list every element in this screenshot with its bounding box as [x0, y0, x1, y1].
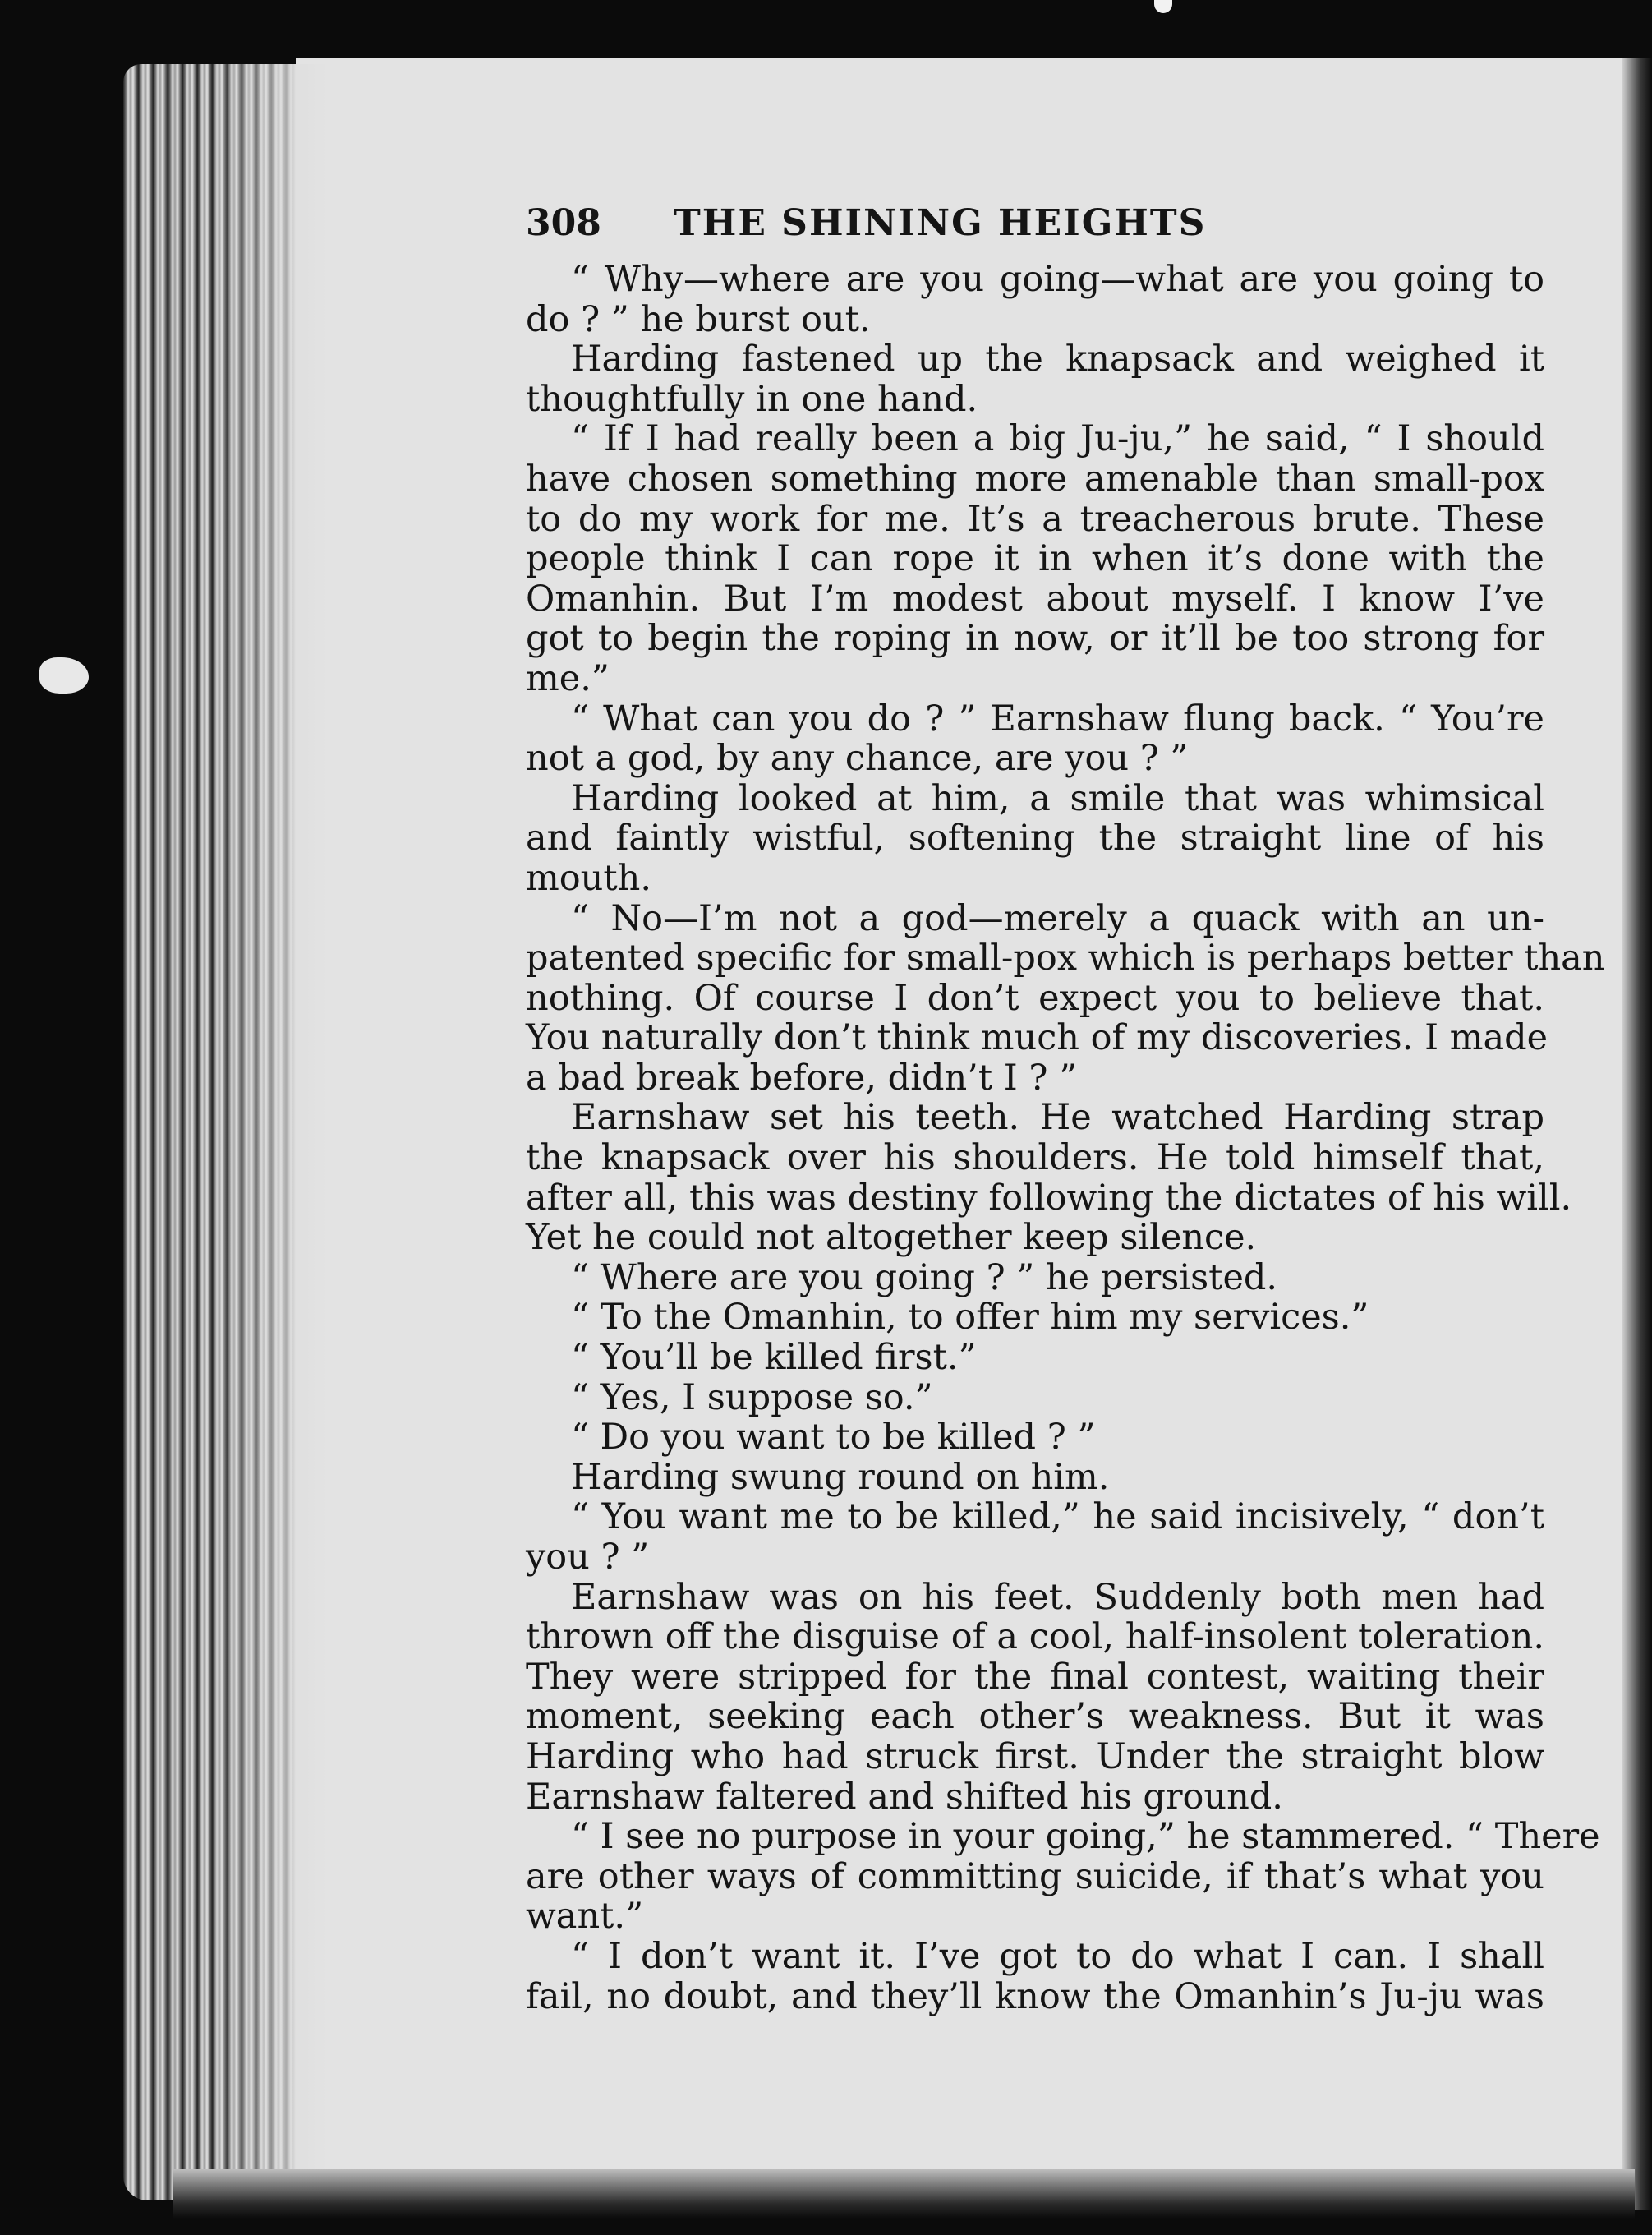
text-line: Harding looked at him, a smile that was whimsical — [571, 777, 1544, 819]
scan-artifact — [39, 657, 89, 694]
text-line: “ No—I’m not a god—merely a quack with an un- — [571, 897, 1544, 939]
text-line: are other ways of committing suicide, if that’s what you — [526, 1855, 1544, 1897]
text-line: Omanhin. But I’m modest about myself. I know I’ve — [526, 578, 1544, 620]
text-line: me.” — [526, 657, 610, 699]
text-line: You naturally don’t think much of my discoveries. I made — [526, 1017, 1548, 1059]
text-line: Earnshaw faltered and shifted his ground. — [526, 1776, 1283, 1818]
text-line: got to begin the roping in now, or it’ll be too strong for — [526, 618, 1544, 660]
text-line: Yet he could not altogether keep silence. — [526, 1217, 1257, 1259]
text-line: Earnshaw was on his feet. Suddenly both men had — [571, 1576, 1544, 1618]
text-line: thoughtfully in one hand. — [526, 378, 978, 420]
text-line: people think I can rope it in when it’s done with the — [526, 538, 1544, 580]
text-line: mouth. — [526, 857, 651, 899]
scan-artifact — [1154, 0, 1172, 13]
text-line: do ? ” he burst out. — [526, 298, 871, 340]
text-line: moment, seeking each other’s weakness. But it was — [526, 1696, 1544, 1738]
text-line: the knapsack over his shoulders. He told himself that, — [526, 1137, 1544, 1179]
text-line: “ To the Omanhin, to offer him my services.” — [571, 1297, 1369, 1339]
text-line: Earnshaw set his teeth. He watched Harding strap — [571, 1097, 1544, 1139]
text-line: “ I don’t want it. I’ve got to do what I can. I shall — [571, 1935, 1544, 1977]
text-line: want.” — [526, 1896, 644, 1938]
text-line: Harding swung round on him. — [571, 1456, 1110, 1498]
text-line: a bad break before, didn’t I ? ” — [526, 1057, 1078, 1099]
text-line: Harding who had struck first. Under the straight blow — [526, 1735, 1544, 1777]
body-text — [526, 259, 1605, 2017]
text-line: fail, no doubt, and they’ll know the Omanhin’s Ju-ju was — [526, 1975, 1544, 2017]
page-number: 308 — [526, 202, 601, 244]
text-line: “ If I had really been a big Ju-ju,” he said, “ I should — [571, 418, 1544, 460]
text-line: “ Where are you going ? ” he persisted. — [571, 1256, 1278, 1298]
text-line: “ Do you want to be killed ? ” — [571, 1417, 1096, 1459]
text-line: you ? ” — [526, 1537, 650, 1578]
text-line: Harding fastened up the knapsack and weighed it — [571, 339, 1544, 380]
running-header — [526, 204, 1544, 260]
text-line: “ You’ll be killed first.” — [571, 1337, 977, 1379]
text-line: patented specific for small-pox which is perhaps better than — [526, 938, 1605, 979]
text-line: “ I see no purpose in your going,” he stammered. “ There — [571, 1816, 1600, 1858]
text-line: “ Yes, I suppose so.” — [571, 1376, 933, 1418]
text-line: “ Why—where are you going—what are you going to — [571, 259, 1544, 300]
text-line: after all, this was destiny following the dictates of his will. — [526, 1177, 1572, 1219]
text-line: thrown off the disguise of a cool, half-insolent toleration. — [526, 1616, 1544, 1658]
text-line: and faintly wistful, softening the straight line of his — [526, 818, 1544, 859]
page-right-shadow — [1622, 58, 1652, 2210]
page-bottom-shadow — [173, 2169, 1635, 2219]
text-line: “ What can you do ? ” Earnshaw flung back. “ You’re — [571, 698, 1544, 740]
text-line: to do my work for me. It’s a treacherous brute. These — [526, 498, 1544, 540]
text-line: They were stripped for the final contest, waiting their — [526, 1656, 1544, 1698]
text-line: “ You want me to be killed,” he said incisively, “ don’t — [571, 1496, 1544, 1538]
text-line: not a god, by any chance, are you ? ” — [526, 738, 1189, 780]
text-line: nothing. Of course I don’t expect you to believe that. — [526, 977, 1544, 1019]
text-line: have chosen something more amenable than small-pox — [526, 458, 1544, 500]
running-title: THE SHINING HEIGHTS — [674, 202, 1207, 244]
page-curve-shading — [214, 64, 329, 2200]
page-text-block — [526, 202, 1605, 2017]
